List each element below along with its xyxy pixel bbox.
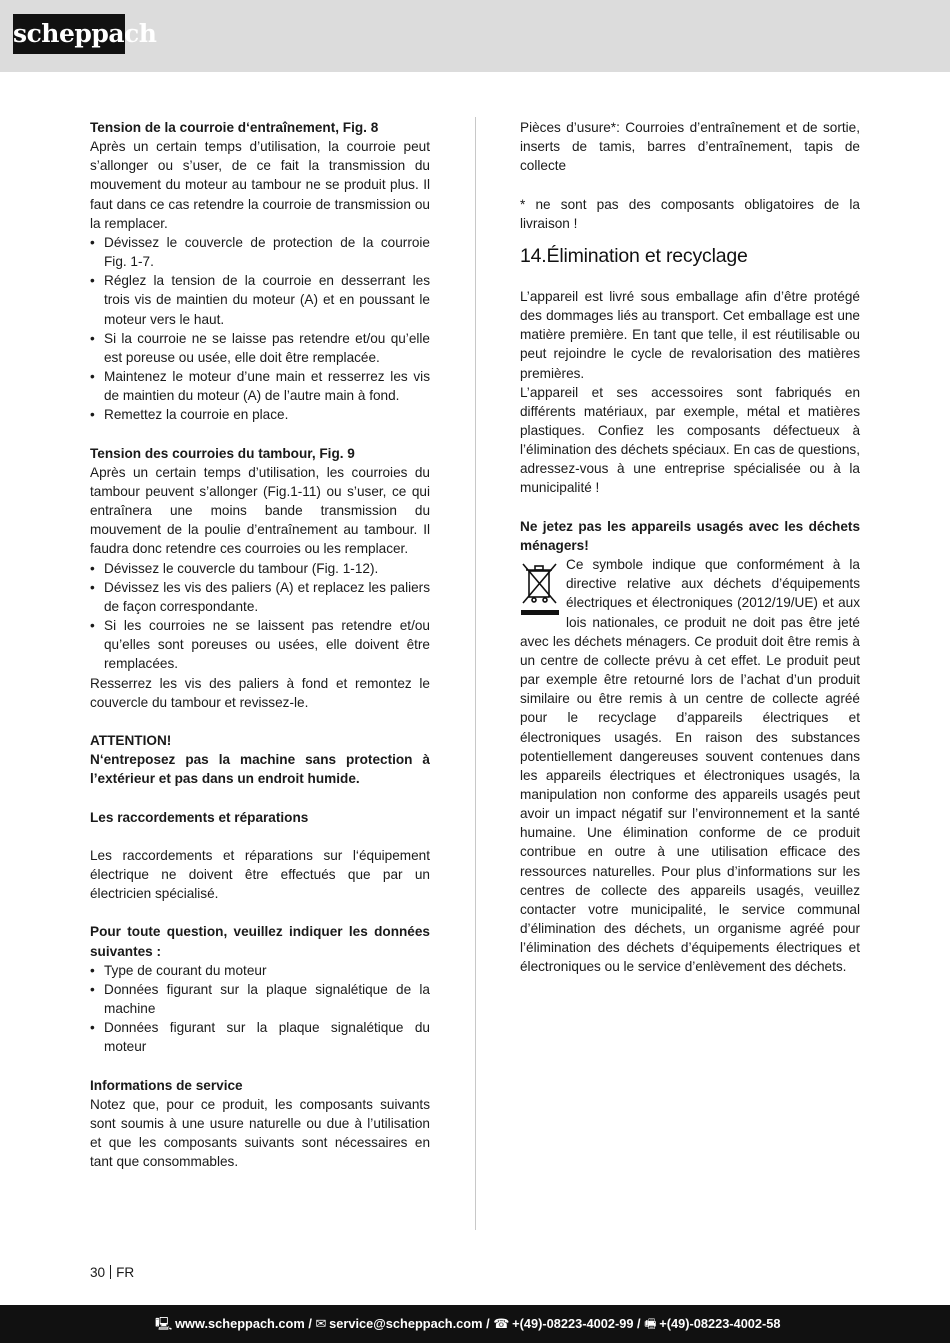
- footer-website[interactable]: www.scheppach.com: [175, 1316, 305, 1331]
- weee-paragraph: [520, 555, 860, 976]
- list-item: • Maintenez le moteur d’une main et resserrez les vis de maintien du moteur (A) de l’autre main à fond.: [90, 367, 430, 405]
- phone-icon: ☎: [493, 1316, 510, 1331]
- belt-tension-body: Après un certain temps d’utilisation, la courroie peut s’allonger ou s’user, de ce fait la transmission du mouvement du moteur au tambour ne se produit plus. Il faut dans ce cas retendre la courroie de transmission ou la remplacer.: [90, 139, 430, 231]
- connections-body: Les raccordements et réparations sur l‘équipement électrique ne doivent être effectués que par un électricien spécialisé.: [90, 847, 430, 902]
- list-item: • Dévissez le couvercle de protection de la courroie Fig. 1-7.: [90, 233, 430, 271]
- list-item: • Dévissez le couvercle du tambour (Fig. 1-12).: [90, 559, 430, 578]
- section-heading: [520, 244, 860, 268]
- packaging-text: L’appareil est livré sous emballage afin d’être protégé des dommages liés au transport. Cet emballage est une matière première. En tant que telle, il est réutilisable ou peut rejoindre le cycle de revalorisation des matières premières.: [520, 288, 860, 381]
- fax-icon: 🖷: [644, 1316, 657, 1331]
- wear-parts-text: Pièces d’usure*: Courroies d’entraînement et de sortie, inserts de tamis, barres d’entraînement, tapis de collecte: [520, 120, 860, 174]
- email-icon: ✉: [315, 1316, 327, 1331]
- drum-belt-steps: [90, 559, 430, 674]
- service-info-body: Notez que, pour ce produit, les composants suivants sont soumis à une usure naturelle ou due à l’utilisation et que les composants suivants sont nécessaires en tant que consommables.: [90, 1096, 430, 1170]
- attention-title: ATTENTION!: [90, 732, 172, 748]
- belt-tension-steps: [90, 233, 430, 425]
- list-item: • Dévissez les vis des paliers (A) et replacez les paliers de façon correspondante.: [90, 578, 430, 616]
- scheppach-logo: scheppach: [13, 14, 125, 54]
- crossed-bin-icon: [520, 560, 560, 616]
- right-column: [520, 118, 860, 977]
- section-title: Élimination et recyclage: [546, 244, 748, 267]
- page-number: [90, 1265, 134, 1280]
- drum-belt-body: Après un certain temps d’utilisation, les courroies du tambour peuvent s’allonger (Fig.1-11) ou s’user, ce qui entraînera une moins bande transmission du mouvement de la poulie d’entraînement au tambour. Il faudra donc retendre ces courroies ou les remplacer.: [90, 464, 430, 557]
- column-divider: [475, 117, 476, 1230]
- drum-belt-after: Resserrez les vis des paliers à fond et remontez le couvercle du tambour et revissez-le.: [90, 675, 430, 710]
- service-info-title: Informations de service: [90, 1077, 243, 1093]
- drum-belt-title: Tension des courroies du tambour, Fig. 9: [90, 445, 355, 461]
- footnote-text: * ne sont pas des composants obligatoires de la livraison !: [520, 196, 860, 231]
- left-column: [90, 118, 430, 1172]
- section-number: 14.: [520, 244, 547, 267]
- materials-text: L’appareil et ses accessoires sont fabriqués en différents matériaux, par exemple, métal et matières plastiques. Confiez les composants défectueux à l’élimination des déchets spéciaux. En cas de questions, adressez-vous à une entreprise spécialisée ou à la municipalité !: [520, 384, 860, 496]
- list-item: • Données figurant sur la plaque signalétique de la machine: [90, 980, 430, 1018]
- questions-list: [90, 961, 430, 1057]
- belt-tension-title: Tension de la courroie d‘entraînement, Fig. 8: [90, 120, 379, 135]
- list-item: • Si les courroies ne se laissent pas retendre et/ou qu’elles sont poreuses ou usées, elle doivent être remplacées.: [90, 616, 430, 673]
- attention-body: N‘entreposez pas la machine sans protection à l’extérieur et pas dans un endroit humide.: [90, 752, 430, 787]
- list-item: • Réglez la tension de la courroie en desserrant les trois vis de maintien du moteur (A) et en poussant le moteur vers le haut.: [90, 271, 430, 328]
- weee-warning-title: Ne jetez pas les appareils usagés avec les déchets ménagers!: [520, 518, 860, 553]
- computer-icon: 🖳: [155, 1316, 173, 1331]
- list-item: • Données figurant sur la plaque signalétique du moteur: [90, 1018, 430, 1056]
- weee-text: Ce symbole indique que conformément à la directive relative aux déchets d’équipements électriques et électroniques (2012/19/UE) et aux lois nationales, ce produit ne doit pas être jeté avec les déchets ménagers. Ce produit doit être remis à un centre de collecte prévu à cet effet. Le produit peut par exemple être retourné lors de l’achat d’un produit similaire ou être remis à un centre de collecte agréé pour le recyclage d’appareils électriques et électroniques usagés. En raison des substances potentiellement dangereuses souvent contenues dans les appareils électriques et électroniques usagés, la manipulation non conforme des appareils usagés peut avoir un impact négatif sur l’environnement et la santé humaine. Une élimination conforme de ce produit contribue en outre à une utilisation efficace des ressources naturelles. Pour plus d’informations sur les centres de collecte des appareils usagés, veuillez contacter votre municipalité, le service communal d’élimination des déchets, un organisme agréé pour l’élimination des déchets d’équipements électriques et électroniques ou le service d’enlèvement des déchets.: [520, 557, 860, 975]
- footer-phone: +(49)-08223-4002-99: [512, 1316, 634, 1331]
- list-item: • Type de courant du moteur: [90, 961, 430, 980]
- list-item: • Remettez la courroie en place.: [90, 405, 430, 424]
- connections-title: Les raccordements et réparations: [90, 809, 309, 825]
- footer-email[interactable]: service@scheppach.com: [329, 1316, 483, 1331]
- page-language: FR: [116, 1265, 135, 1280]
- page-header: [0, 0, 950, 72]
- footer-fax: +(49)-08223-4002-58: [659, 1316, 781, 1331]
- page-footer: 🖳 www.scheppach.com / ✉ service@scheppach.com / ☎ +(49)-08223-4002-99 / 🖷 +(49)-08223-4002-58: [0, 1305, 950, 1343]
- list-item: • Si la courroie ne se laisse pas retendre et/ou qu’elle est poreuse ou usée, elle doit être remplacée.: [90, 329, 430, 367]
- page-number-value: 30: [90, 1265, 106, 1280]
- questions-title: Pour toute question, veuillez indiquer les données suivantes :: [90, 924, 430, 959]
